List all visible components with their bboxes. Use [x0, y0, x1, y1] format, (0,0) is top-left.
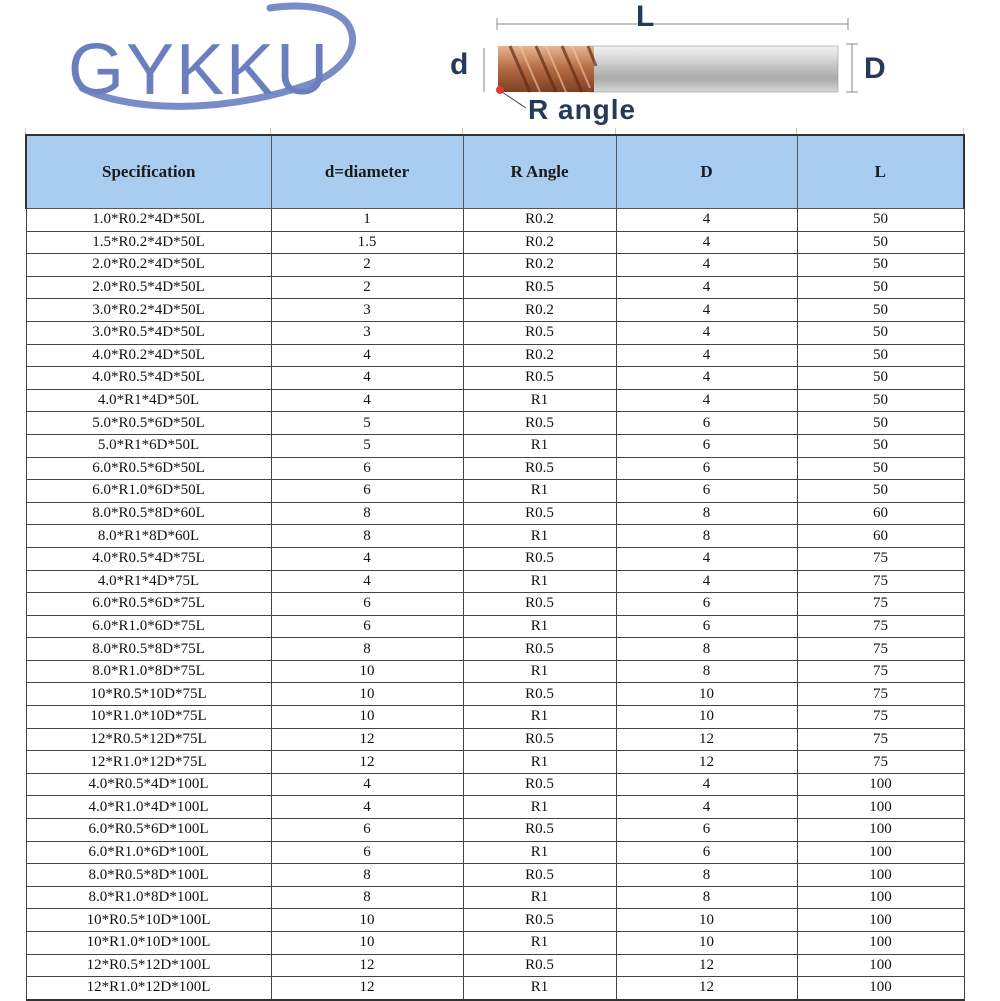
- cell-d-diameter: 8: [271, 638, 463, 661]
- cell-specification: 1.0*R0.2*4D*50L: [26, 209, 271, 232]
- table-row: [26, 480, 964, 503]
- cell-specification: 1.5*R0.2*4D*50L: [26, 231, 271, 254]
- cell-specification: 6.0*R1.0*6D*100L: [26, 841, 271, 864]
- cell-shank-diameter: 6: [616, 615, 797, 638]
- cell-length: 50: [797, 480, 964, 503]
- cell-shank-diameter: 6: [616, 841, 797, 864]
- cell-r-angle: R0.5: [463, 909, 616, 932]
- cell-d-diameter: 8: [271, 886, 463, 909]
- cell-length: 75: [797, 570, 964, 593]
- cell-length: 75: [797, 615, 964, 638]
- cell-length: 75: [797, 593, 964, 616]
- cell-r-angle: R1: [463, 660, 616, 683]
- end-mill-illustration: [440, 0, 910, 130]
- cell-specification: 5.0*R1*6D*50L: [26, 434, 271, 457]
- cell-shank-diameter: 10: [616, 909, 797, 932]
- cell-r-angle: R0.5: [463, 502, 616, 525]
- logo-graphic: [60, 0, 380, 128]
- cell-r-angle: R1: [463, 796, 616, 819]
- cell-length: 75: [797, 660, 964, 683]
- cell-shank-diameter: 4: [616, 299, 797, 322]
- cell-specification: 6.0*R0.5*6D*75L: [26, 593, 271, 616]
- cell-d-diameter: 3: [271, 321, 463, 344]
- cell-shank-diameter: 4: [616, 321, 797, 344]
- table-row: [26, 367, 964, 390]
- header-shank-diameter: D: [616, 135, 797, 209]
- table-row: [26, 434, 964, 457]
- cell-d-diameter: 4: [271, 773, 463, 796]
- cell-specification: 6.0*R1.0*6D*50L: [26, 480, 271, 503]
- cell-d-diameter: 2: [271, 254, 463, 277]
- cell-d-diameter: 10: [271, 660, 463, 683]
- cell-shank-diameter: 12: [616, 954, 797, 977]
- cell-length: 50: [797, 344, 964, 367]
- cell-d-diameter: 1.5: [271, 231, 463, 254]
- cell-specification: 4.0*R1*4D*50L: [26, 389, 271, 412]
- specification-table: [25, 134, 965, 1001]
- cell-d-diameter: 6: [271, 480, 463, 503]
- cell-shank-diameter: 8: [616, 660, 797, 683]
- cell-length: 50: [797, 209, 964, 232]
- cell-d-diameter: 8: [271, 525, 463, 548]
- cell-length: 100: [797, 819, 964, 842]
- cell-specification: 4.0*R0.2*4D*50L: [26, 344, 271, 367]
- cell-d-diameter: 6: [271, 819, 463, 842]
- cell-shank-diameter: 6: [616, 457, 797, 480]
- r-angle-label: R angle: [528, 94, 637, 125]
- cell-shank-diameter: 4: [616, 209, 797, 232]
- cell-r-angle: R0.2: [463, 299, 616, 322]
- cell-length: 50: [797, 367, 964, 390]
- cell-r-angle: R0.5: [463, 593, 616, 616]
- cell-specification: 5.0*R0.5*6D*50L: [26, 412, 271, 435]
- table-row: [26, 299, 964, 322]
- cell-shank-diameter: 10: [616, 706, 797, 729]
- cell-r-angle: R1: [463, 706, 616, 729]
- cell-shank-diameter: 12: [616, 751, 797, 774]
- cell-r-angle: R1: [463, 977, 616, 1000]
- table-row: [26, 841, 964, 864]
- cell-length: 100: [797, 864, 964, 887]
- cell-r-angle: R0.5: [463, 321, 616, 344]
- cell-length: 100: [797, 909, 964, 932]
- table-header-row: [26, 135, 964, 209]
- cell-shank-diameter: 8: [616, 502, 797, 525]
- cell-length: 75: [797, 683, 964, 706]
- cell-r-angle: R0.5: [463, 412, 616, 435]
- cell-r-angle: R0.5: [463, 276, 616, 299]
- cell-length: 100: [797, 841, 964, 864]
- cell-length: 75: [797, 728, 964, 751]
- cell-r-angle: R0.5: [463, 638, 616, 661]
- cell-d-diameter: 5: [271, 412, 463, 435]
- cell-length: 50: [797, 412, 964, 435]
- cell-length: 100: [797, 886, 964, 909]
- cell-specification: 10*R1.0*10D*100L: [26, 932, 271, 955]
- cell-length: 100: [797, 773, 964, 796]
- table-row: [26, 728, 964, 751]
- table-row: [26, 525, 964, 548]
- cell-specification: 12*R0.5*12D*100L: [26, 954, 271, 977]
- cell-specification: 12*R1.0*12D*75L: [26, 751, 271, 774]
- cell-specification: 6.0*R1.0*6D*75L: [26, 615, 271, 638]
- table-row: [26, 638, 964, 661]
- cell-length: 75: [797, 547, 964, 570]
- table-row: [26, 457, 964, 480]
- shank-diameter-label: D: [864, 52, 886, 85]
- table-row: [26, 209, 964, 232]
- cell-d-diameter: 6: [271, 615, 463, 638]
- table-row: [26, 660, 964, 683]
- cell-d-diameter: 6: [271, 457, 463, 480]
- table-row: [26, 276, 964, 299]
- cell-specification: 2.0*R0.5*4D*50L: [26, 276, 271, 299]
- cell-specification: 6.0*R0.5*6D*100L: [26, 819, 271, 842]
- cell-d-diameter: 10: [271, 932, 463, 955]
- table-row: [26, 502, 964, 525]
- cell-r-angle: R1: [463, 615, 616, 638]
- cell-d-diameter: 5: [271, 434, 463, 457]
- cell-d-diameter: 12: [271, 728, 463, 751]
- table-row: [26, 254, 964, 277]
- cell-r-angle: R1: [463, 525, 616, 548]
- small-diameter-label: d: [450, 48, 469, 81]
- cell-d-diameter: 6: [271, 593, 463, 616]
- table-row: [26, 570, 964, 593]
- cell-r-angle: R1: [463, 932, 616, 955]
- table-row: [26, 932, 964, 955]
- header-d-diameter: d=diameter: [271, 135, 463, 209]
- table-row: [26, 321, 964, 344]
- cell-length: 60: [797, 502, 964, 525]
- cell-r-angle: R0.5: [463, 457, 616, 480]
- table-row: [26, 706, 964, 729]
- cell-r-angle: R1: [463, 841, 616, 864]
- cell-specification: 3.0*R0.2*4D*50L: [26, 299, 271, 322]
- cell-length: 50: [797, 457, 964, 480]
- cell-r-angle: R0.2: [463, 231, 616, 254]
- cell-specification: 12*R0.5*12D*75L: [26, 728, 271, 751]
- cell-shank-diameter: 4: [616, 231, 797, 254]
- cell-length: 75: [797, 751, 964, 774]
- table-row: [26, 864, 964, 887]
- cell-d-diameter: 4: [271, 389, 463, 412]
- cell-shank-diameter: 4: [616, 389, 797, 412]
- cell-r-angle: R1: [463, 480, 616, 503]
- cell-d-diameter: 12: [271, 751, 463, 774]
- cell-specification: 4.0*R1.0*4D*100L: [26, 796, 271, 819]
- cell-r-angle: R1: [463, 886, 616, 909]
- cell-length: 100: [797, 932, 964, 955]
- table-row: [26, 819, 964, 842]
- cell-specification: 6.0*R0.5*6D*50L: [26, 457, 271, 480]
- cell-r-angle: R0.5: [463, 864, 616, 887]
- cell-r-angle: R0.5: [463, 367, 616, 390]
- cell-d-diameter: 4: [271, 547, 463, 570]
- cell-shank-diameter: 6: [616, 412, 797, 435]
- cell-length: 100: [797, 977, 964, 1000]
- cell-length: 50: [797, 254, 964, 277]
- table-row: [26, 796, 964, 819]
- cell-r-angle: R0.2: [463, 254, 616, 277]
- cell-shank-diameter: 4: [616, 773, 797, 796]
- end-mill-diagram: [440, 0, 910, 130]
- cell-specification: 3.0*R0.5*4D*50L: [26, 321, 271, 344]
- table-body: [26, 209, 964, 1000]
- cell-specification: 10*R0.5*10D*100L: [26, 909, 271, 932]
- cell-specification: 10*R0.5*10D*75L: [26, 683, 271, 706]
- table-row: [26, 344, 964, 367]
- cell-shank-diameter: 6: [616, 434, 797, 457]
- cell-specification: 4.0*R0.5*4D*75L: [26, 547, 271, 570]
- cell-d-diameter: 4: [271, 570, 463, 593]
- table-row: [26, 977, 964, 1000]
- cell-shank-diameter: 10: [616, 932, 797, 955]
- cell-length: 100: [797, 796, 964, 819]
- cell-length: 75: [797, 706, 964, 729]
- cell-shank-diameter: 4: [616, 547, 797, 570]
- cell-shank-diameter: 12: [616, 977, 797, 1000]
- cell-r-angle: R0.2: [463, 344, 616, 367]
- cell-specification: 8.0*R1*8D*60L: [26, 525, 271, 548]
- cell-d-diameter: 8: [271, 502, 463, 525]
- cell-shank-diameter: 4: [616, 254, 797, 277]
- cell-length: 50: [797, 321, 964, 344]
- cell-d-diameter: 4: [271, 344, 463, 367]
- cell-length: 75: [797, 638, 964, 661]
- cell-shank-diameter: 6: [616, 480, 797, 503]
- table-row: [26, 773, 964, 796]
- cell-d-diameter: 12: [271, 954, 463, 977]
- cell-shank-diameter: 8: [616, 886, 797, 909]
- cell-d-diameter: 10: [271, 909, 463, 932]
- cell-d-diameter: 12: [271, 977, 463, 1000]
- cell-shank-diameter: 10: [616, 683, 797, 706]
- table-row: [26, 593, 964, 616]
- cell-r-angle: R0.2: [463, 209, 616, 232]
- cell-r-angle: R0.5: [463, 819, 616, 842]
- cell-r-angle: R0.5: [463, 773, 616, 796]
- cell-d-diameter: 1: [271, 209, 463, 232]
- table-row: [26, 615, 964, 638]
- cell-shank-diameter: 6: [616, 819, 797, 842]
- cell-length: 50: [797, 434, 964, 457]
- logo-text: GYKKU: [68, 30, 331, 110]
- cell-shank-diameter: 4: [616, 344, 797, 367]
- cell-shank-diameter: 8: [616, 638, 797, 661]
- cell-shank-diameter: 4: [616, 367, 797, 390]
- cell-d-diameter: 6: [271, 841, 463, 864]
- cell-d-diameter: 10: [271, 706, 463, 729]
- table-row: [26, 954, 964, 977]
- cell-specification: 8.0*R0.5*8D*75L: [26, 638, 271, 661]
- cell-r-angle: R1: [463, 434, 616, 457]
- tool-shank: [590, 46, 838, 92]
- cell-shank-diameter: 4: [616, 570, 797, 593]
- cell-shank-diameter: 8: [616, 864, 797, 887]
- cell-specification: 10*R1.0*10D*75L: [26, 706, 271, 729]
- table-row: [26, 412, 964, 435]
- table-row: [26, 683, 964, 706]
- table-row: [26, 751, 964, 774]
- cell-specification: 4.0*R1*4D*75L: [26, 570, 271, 593]
- table-row: [26, 231, 964, 254]
- cell-shank-diameter: 4: [616, 276, 797, 299]
- length-label: L: [636, 0, 655, 33]
- cell-shank-diameter: 6: [616, 593, 797, 616]
- cell-r-angle: R0.5: [463, 954, 616, 977]
- cell-specification: 12*R1.0*12D*100L: [26, 977, 271, 1000]
- cell-length: 50: [797, 389, 964, 412]
- cell-length: 100: [797, 954, 964, 977]
- cell-shank-diameter: 12: [616, 728, 797, 751]
- header-length: L: [797, 135, 964, 209]
- cell-r-angle: R0.5: [463, 728, 616, 751]
- cell-shank-diameter: 8: [616, 525, 797, 548]
- cell-specification: 8.0*R1.0*8D*100L: [26, 886, 271, 909]
- cell-length: 60: [797, 525, 964, 548]
- cell-d-diameter: 4: [271, 367, 463, 390]
- cell-r-angle: R0.5: [463, 683, 616, 706]
- brand-logo: [60, 0, 380, 128]
- cell-d-diameter: 10: [271, 683, 463, 706]
- cell-specification: 2.0*R0.2*4D*50L: [26, 254, 271, 277]
- cell-specification: 8.0*R0.5*8D*60L: [26, 502, 271, 525]
- cell-d-diameter: 3: [271, 299, 463, 322]
- cell-specification: 8.0*R0.5*8D*100L: [26, 864, 271, 887]
- cell-r-angle: R0.5: [463, 547, 616, 570]
- cell-shank-diameter: 4: [616, 796, 797, 819]
- cell-length: 50: [797, 299, 964, 322]
- cell-r-angle: R1: [463, 751, 616, 774]
- table-row: [26, 389, 964, 412]
- header-specification: Specification: [26, 135, 271, 209]
- table-row: [26, 909, 964, 932]
- table-row: [26, 547, 964, 570]
- cell-length: 50: [797, 231, 964, 254]
- table-row: [26, 886, 964, 909]
- cell-specification: 4.0*R0.5*4D*50L: [26, 367, 271, 390]
- cell-length: 50: [797, 276, 964, 299]
- cell-specification: 8.0*R1.0*8D*75L: [26, 660, 271, 683]
- cell-d-diameter: 4: [271, 796, 463, 819]
- cell-r-angle: R1: [463, 389, 616, 412]
- cell-d-diameter: 8: [271, 864, 463, 887]
- cell-d-diameter: 2: [271, 276, 463, 299]
- cell-specification: 4.0*R0.5*4D*100L: [26, 773, 271, 796]
- header-r-angle: R Angle: [463, 135, 616, 209]
- cell-r-angle: R1: [463, 570, 616, 593]
